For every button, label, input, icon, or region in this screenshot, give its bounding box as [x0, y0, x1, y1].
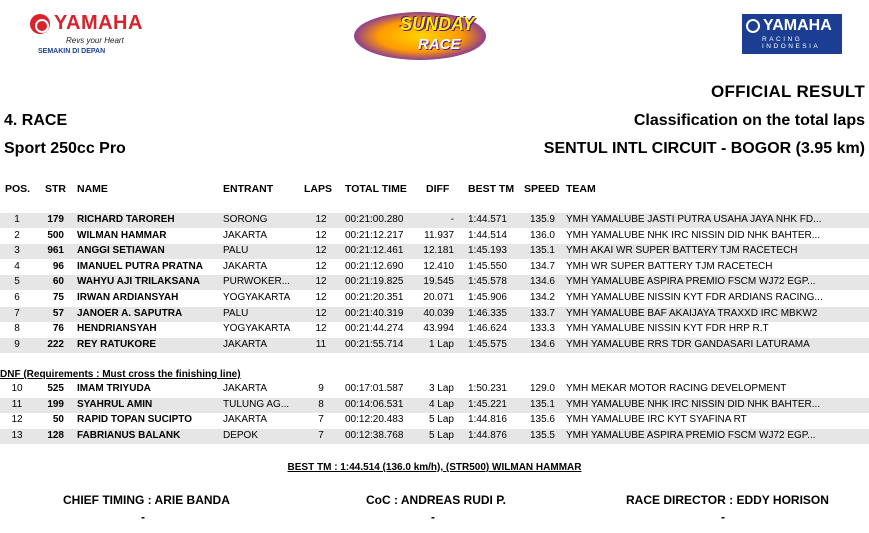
row-laps: 12 [315, 229, 327, 241]
row-diff: 12.410 [423, 260, 454, 272]
row-name: RAPID TOPAN SUCIPTO [77, 414, 193, 426]
row-team: YMH YAMALUBE BAF AKAIJAYA TRAXXD IRC MBKW2 [566, 307, 818, 319]
row-str: 179 [47, 214, 64, 225]
row-speed: 134.2 [529, 292, 555, 303]
row-best-tm: 1:44.514 [468, 229, 507, 241]
row-total-time: 00:21:55.714 [345, 338, 404, 350]
row-diff: 12.181 [423, 245, 454, 257]
row-laps: 12 [315, 260, 327, 272]
row-speed: 134.6 [529, 338, 555, 350]
row-total-time: 00:14:06.531 [345, 398, 404, 410]
row-team: YMH YAMALUBE NHK IRC NISSIN DID NHK BAHTER... [566, 398, 821, 410]
row-team: YMH YAMALUBE NHK IRC NISSIN DID NHK BAHTER... [566, 229, 821, 241]
row-total-time: 00:21:12.461 [345, 245, 404, 257]
race-director-dash: - [721, 510, 725, 524]
row-team: YMH YAMALUBE RRS TDR GANDASARI LATURAMA [566, 338, 810, 350]
row-name: ANGGI SETIAWAN [77, 245, 165, 257]
table-row [0, 307, 869, 322]
row-best-tm: 1:44.876 [468, 429, 507, 441]
table-row [0, 413, 869, 428]
row-diff: - [450, 214, 454, 225]
row-team: YMH YAMALUBE ASPIRA PREMIO FSCM WJ72 EGP... [566, 429, 816, 441]
row-laps: 12 [315, 214, 327, 225]
chief-timing-dash: - [141, 510, 145, 524]
row-pos: 9 [14, 338, 20, 350]
row-name: HENDRIANSYAH [77, 323, 157, 335]
table-row [0, 244, 869, 259]
yamaha-racing-brand: YAMAHA [763, 17, 832, 34]
sunday-race-line2: RACE [418, 36, 461, 53]
race-director-signature: RACE DIRECTOR : EDDY HORISON [626, 493, 829, 507]
col-laps: LAPS [304, 183, 333, 195]
official-result-title: OFFICIAL RESULT [710, 82, 865, 101]
row-pos: 5 [14, 276, 20, 288]
row-pos: 7 [14, 307, 20, 319]
row-str: 128 [47, 429, 64, 441]
row-name: SYAHRUL AMIN [77, 398, 153, 410]
row-best-tm: 1:45.906 [468, 292, 507, 303]
row-entrant: JAKARTA [223, 414, 268, 426]
table-row [0, 429, 869, 444]
row-entrant: YOGYAKARTA [223, 292, 291, 303]
row-speed: 135.9 [529, 214, 555, 225]
sunday-race-logo [348, 4, 493, 66]
row-diff: 1 Lap [428, 338, 454, 350]
row-name: REY RATUKORE [77, 338, 157, 350]
row-diff: 3 Lap [428, 383, 454, 394]
row-team: YMH YAMALUBE JASTI PUTRA USAHA JAYA NHK FD... [566, 214, 822, 225]
row-diff: 20.071 [423, 292, 454, 303]
yamaha-tagline: Revs your Heart [66, 36, 124, 45]
table-row [0, 398, 869, 413]
row-pos: 1 [14, 214, 20, 225]
row-pos: 4 [14, 260, 20, 272]
row-str: 57 [52, 307, 64, 319]
row-laps: 12 [315, 292, 327, 303]
row-diff: 5 Lap [428, 429, 454, 441]
row-str: 50 [52, 414, 64, 426]
row-name: IMANUEL PUTRA PRATNA [77, 260, 203, 272]
yamaha-logo-left [30, 12, 143, 60]
row-laps: 8 [318, 398, 324, 410]
row-name: IRWAN ARDIANSYAH [77, 292, 179, 303]
row-team: YMH YAMALUBE NISSIN KYT FDR ARDIANS RACING... [566, 292, 823, 303]
row-team: YMH YAMALUBE NISSIN KYT FDR HRP R.T [566, 323, 769, 335]
row-total-time: 00:12:38.768 [345, 429, 404, 441]
row-best-tm: 1:46.624 [468, 323, 507, 335]
row-pos: 13 [11, 429, 23, 441]
row-entrant: YOGYAKARTA [223, 323, 291, 335]
coc-dash: - [431, 510, 435, 524]
row-speed: 133.7 [529, 307, 555, 319]
row-str: 76 [52, 323, 64, 335]
row-laps: 12 [315, 323, 327, 335]
row-entrant: PALU [223, 245, 249, 257]
row-diff: 19.545 [423, 276, 454, 288]
row-total-time: 00:21:00.280 [345, 214, 404, 225]
col-name: NAME [77, 183, 108, 195]
col-total-time: TOTAL TIME [345, 183, 407, 195]
row-str: 961 [47, 245, 64, 257]
yamaha-racing-logo [742, 14, 842, 54]
row-diff: 40.039 [423, 307, 454, 319]
row-speed: 134.7 [529, 260, 555, 272]
row-team: YMH WR SUPER BATTERY TJM RACETECH [566, 260, 773, 272]
row-name: FABRIANUS BALANK [77, 429, 181, 441]
table-row [0, 322, 869, 337]
table-row [0, 229, 869, 244]
row-total-time: 00:17:01.587 [345, 383, 404, 394]
row-entrant: JAKARTA [223, 260, 268, 272]
row-speed: 135.5 [529, 429, 555, 441]
col-diff: DIFF [426, 183, 450, 195]
row-entrant: DEPOK [223, 429, 259, 441]
row-laps: 12 [315, 307, 327, 319]
col-str: STR [45, 183, 66, 195]
row-best-tm: 1:46.335 [468, 307, 507, 319]
table-row [0, 338, 869, 353]
yamaha-brand-text: YAMAHA [54, 12, 143, 34]
row-best-tm: 1:44.816 [468, 414, 507, 426]
row-best-tm: 1:45.575 [468, 338, 507, 350]
row-total-time: 00:21:12.690 [345, 260, 404, 272]
row-team: YMH YAMALUBE IRC KYT SYAFINA RT [566, 414, 747, 426]
row-pos: 2 [14, 229, 20, 241]
row-diff: 4 Lap [428, 398, 454, 410]
row-speed: 135.1 [529, 398, 555, 410]
best-lap-note: BEST TM : 1:44.514 (136.0 km/h), (STR500) WILMAN HAMMAR [287, 462, 582, 473]
row-best-tm: 1:44.571 [468, 214, 507, 225]
row-diff: 43.994 [423, 323, 454, 335]
row-name: WILMAN HAMMAR [77, 229, 167, 241]
row-speed: 136.0 [529, 229, 555, 241]
row-str: 75 [52, 292, 64, 303]
row-entrant: SORONG [223, 214, 268, 225]
row-best-tm: 1:50.231 [468, 383, 507, 394]
row-pos: 3 [14, 245, 20, 257]
row-total-time: 00:12:20.483 [345, 414, 404, 426]
row-laps: 9 [318, 383, 324, 394]
tuning-fork-emblem-icon [30, 14, 50, 34]
row-total-time: 00:21:20.351 [345, 292, 404, 303]
row-laps: 11 [315, 338, 327, 350]
row-best-tm: 1:45.193 [468, 245, 507, 257]
col-speed: SPEED [524, 183, 560, 195]
row-diff: 11.937 [424, 229, 454, 241]
table-row [0, 260, 869, 275]
row-entrant: JAKARTA [223, 338, 268, 350]
row-team: YMH MEKAR MOTOR RACING DEVELOPMENT [566, 383, 787, 394]
row-pos: 11 [11, 398, 23, 410]
row-diff: 5 Lap [428, 414, 454, 426]
row-str: 222 [47, 338, 64, 350]
row-speed: 135.6 [529, 414, 555, 426]
row-name: JANOER A. SAPUTRA [77, 307, 183, 319]
row-entrant: TULUNG AG... [223, 398, 290, 410]
race-number-title: 4. RACE [4, 112, 68, 129]
coc-signature: CoC : ANDREAS RUDI P. [366, 493, 507, 507]
row-str: 500 [47, 229, 64, 241]
row-total-time: 00:21:40.319 [345, 307, 404, 319]
row-laps: 12 [315, 276, 327, 288]
row-entrant: JAKARTA [223, 383, 268, 394]
row-laps: 7 [318, 414, 324, 426]
dnf-label: DNF (Requirements : Must cross the finishing line) [0, 369, 241, 380]
table-row [0, 382, 869, 397]
row-pos: 8 [14, 323, 20, 335]
row-speed: 133.3 [529, 323, 555, 335]
row-str: 525 [47, 383, 64, 394]
row-speed: 135.1 [529, 245, 555, 257]
col-pos: POS. [5, 183, 31, 195]
row-entrant: JAKARTA [223, 229, 268, 241]
row-pos: 10 [11, 383, 23, 394]
sunday-race-line1: SUNDAY [400, 14, 475, 34]
table-row [0, 291, 869, 306]
row-name: RICHARD TAROREH [77, 214, 175, 225]
row-total-time: 00:21:19.825 [345, 276, 404, 288]
row-speed: 134.6 [529, 276, 555, 288]
row-best-tm: 1:45.550 [468, 260, 507, 272]
row-laps: 12 [315, 245, 327, 257]
yamaha-racing-sub: RACING INDONESIA [762, 36, 821, 50]
row-total-time: 00:21:12.217 [345, 229, 404, 241]
row-laps: 7 [318, 429, 324, 441]
col-entrant: ENTRANT [223, 183, 274, 195]
row-str: 60 [52, 276, 64, 288]
row-team: YMH AKAI WR SUPER BATTERY TJM RACETECH [566, 245, 798, 257]
circuit-title: SENTUL INTL CIRCUIT - BOGOR (3.95 km) [543, 140, 865, 157]
row-team: YMH YAMALUBE ASPIRA PREMIO FSCM WJ72 EGP... [566, 276, 816, 288]
row-str: 199 [47, 398, 64, 410]
row-entrant: PURWOKER... [223, 276, 291, 288]
table-row [0, 275, 869, 290]
row-entrant: PALU [223, 307, 249, 319]
table-row [0, 213, 869, 228]
row-total-time: 00:21:44.274 [345, 323, 404, 335]
category-title: Sport 250cc Pro [4, 140, 126, 157]
col-team: TEAM [566, 183, 596, 195]
col-best-tm: BEST TM [468, 183, 515, 195]
tuning-fork-emblem-icon [746, 19, 760, 33]
row-speed: 129.0 [529, 383, 555, 394]
row-best-tm: 1:45.578 [468, 276, 507, 288]
row-pos: 6 [14, 292, 20, 303]
classification-subtitle: Classification on the total laps [633, 112, 865, 129]
chief-timing-signature: CHIEF TIMING : ARIE BANDA [63, 493, 230, 507]
row-str: 96 [52, 260, 64, 272]
row-name: IMAM TRIYUDA [77, 383, 151, 394]
yamaha-slogan: SEMAKIN DI DEPAN [38, 48, 106, 55]
row-best-tm: 1:45.221 [468, 398, 507, 410]
row-pos: 12 [11, 414, 23, 426]
row-name: WAHYU AJI TRILAKSANA [77, 276, 200, 288]
